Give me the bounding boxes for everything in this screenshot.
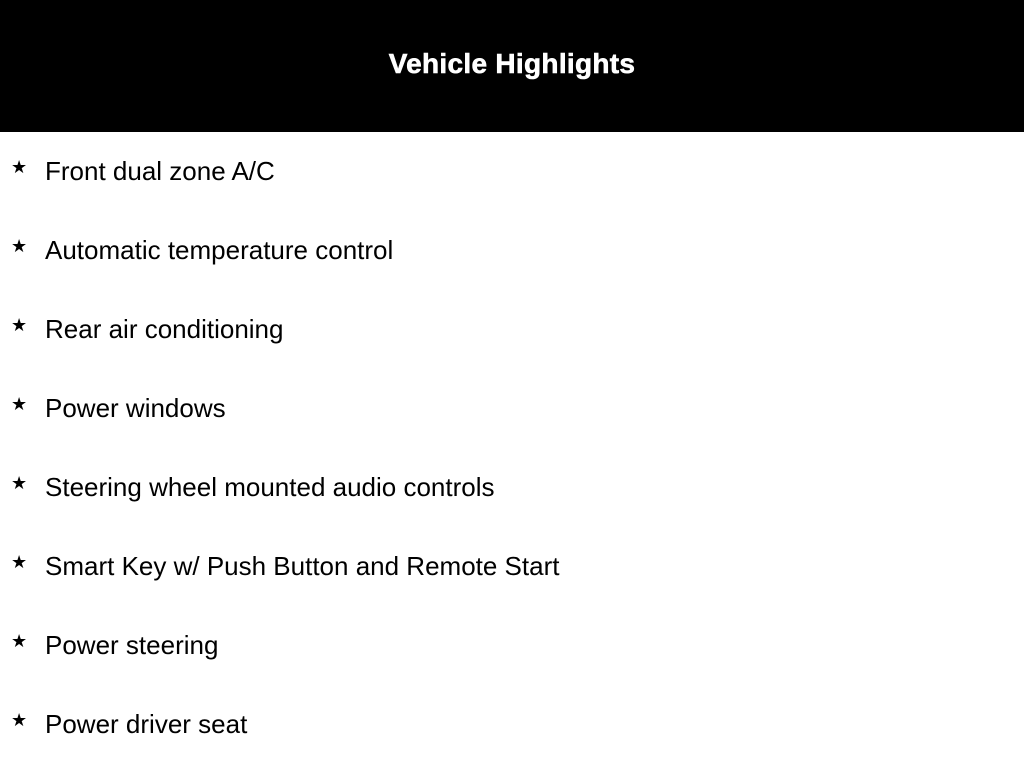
- star-icon: ★: [11, 315, 28, 336]
- highlight-label: Power driver seat: [45, 709, 248, 739]
- highlight-label: Power windows: [45, 393, 226, 423]
- highlight-label: Front dual zone A/C: [45, 156, 275, 186]
- star-icon: ★: [11, 710, 28, 731]
- highlight-label: Rear air conditioning: [45, 314, 284, 344]
- page-title: Vehicle Highlights: [388, 48, 636, 79]
- star-icon: ★: [11, 473, 28, 494]
- highlight-label: Power steering: [45, 630, 219, 660]
- star-icon: ★: [11, 394, 28, 415]
- highlight-label: Automatic temperature control: [45, 235, 394, 265]
- star-icon: ★: [11, 157, 28, 178]
- highlight-label: Steering wheel mounted audio controls: [45, 472, 495, 502]
- page-header: [0, 0, 1024, 132]
- star-icon: ★: [11, 552, 28, 573]
- star-icon: ★: [11, 236, 28, 257]
- highlight-label: Smart Key w/ Push Button and Remote Start: [45, 551, 560, 581]
- star-icon: ★: [11, 631, 28, 652]
